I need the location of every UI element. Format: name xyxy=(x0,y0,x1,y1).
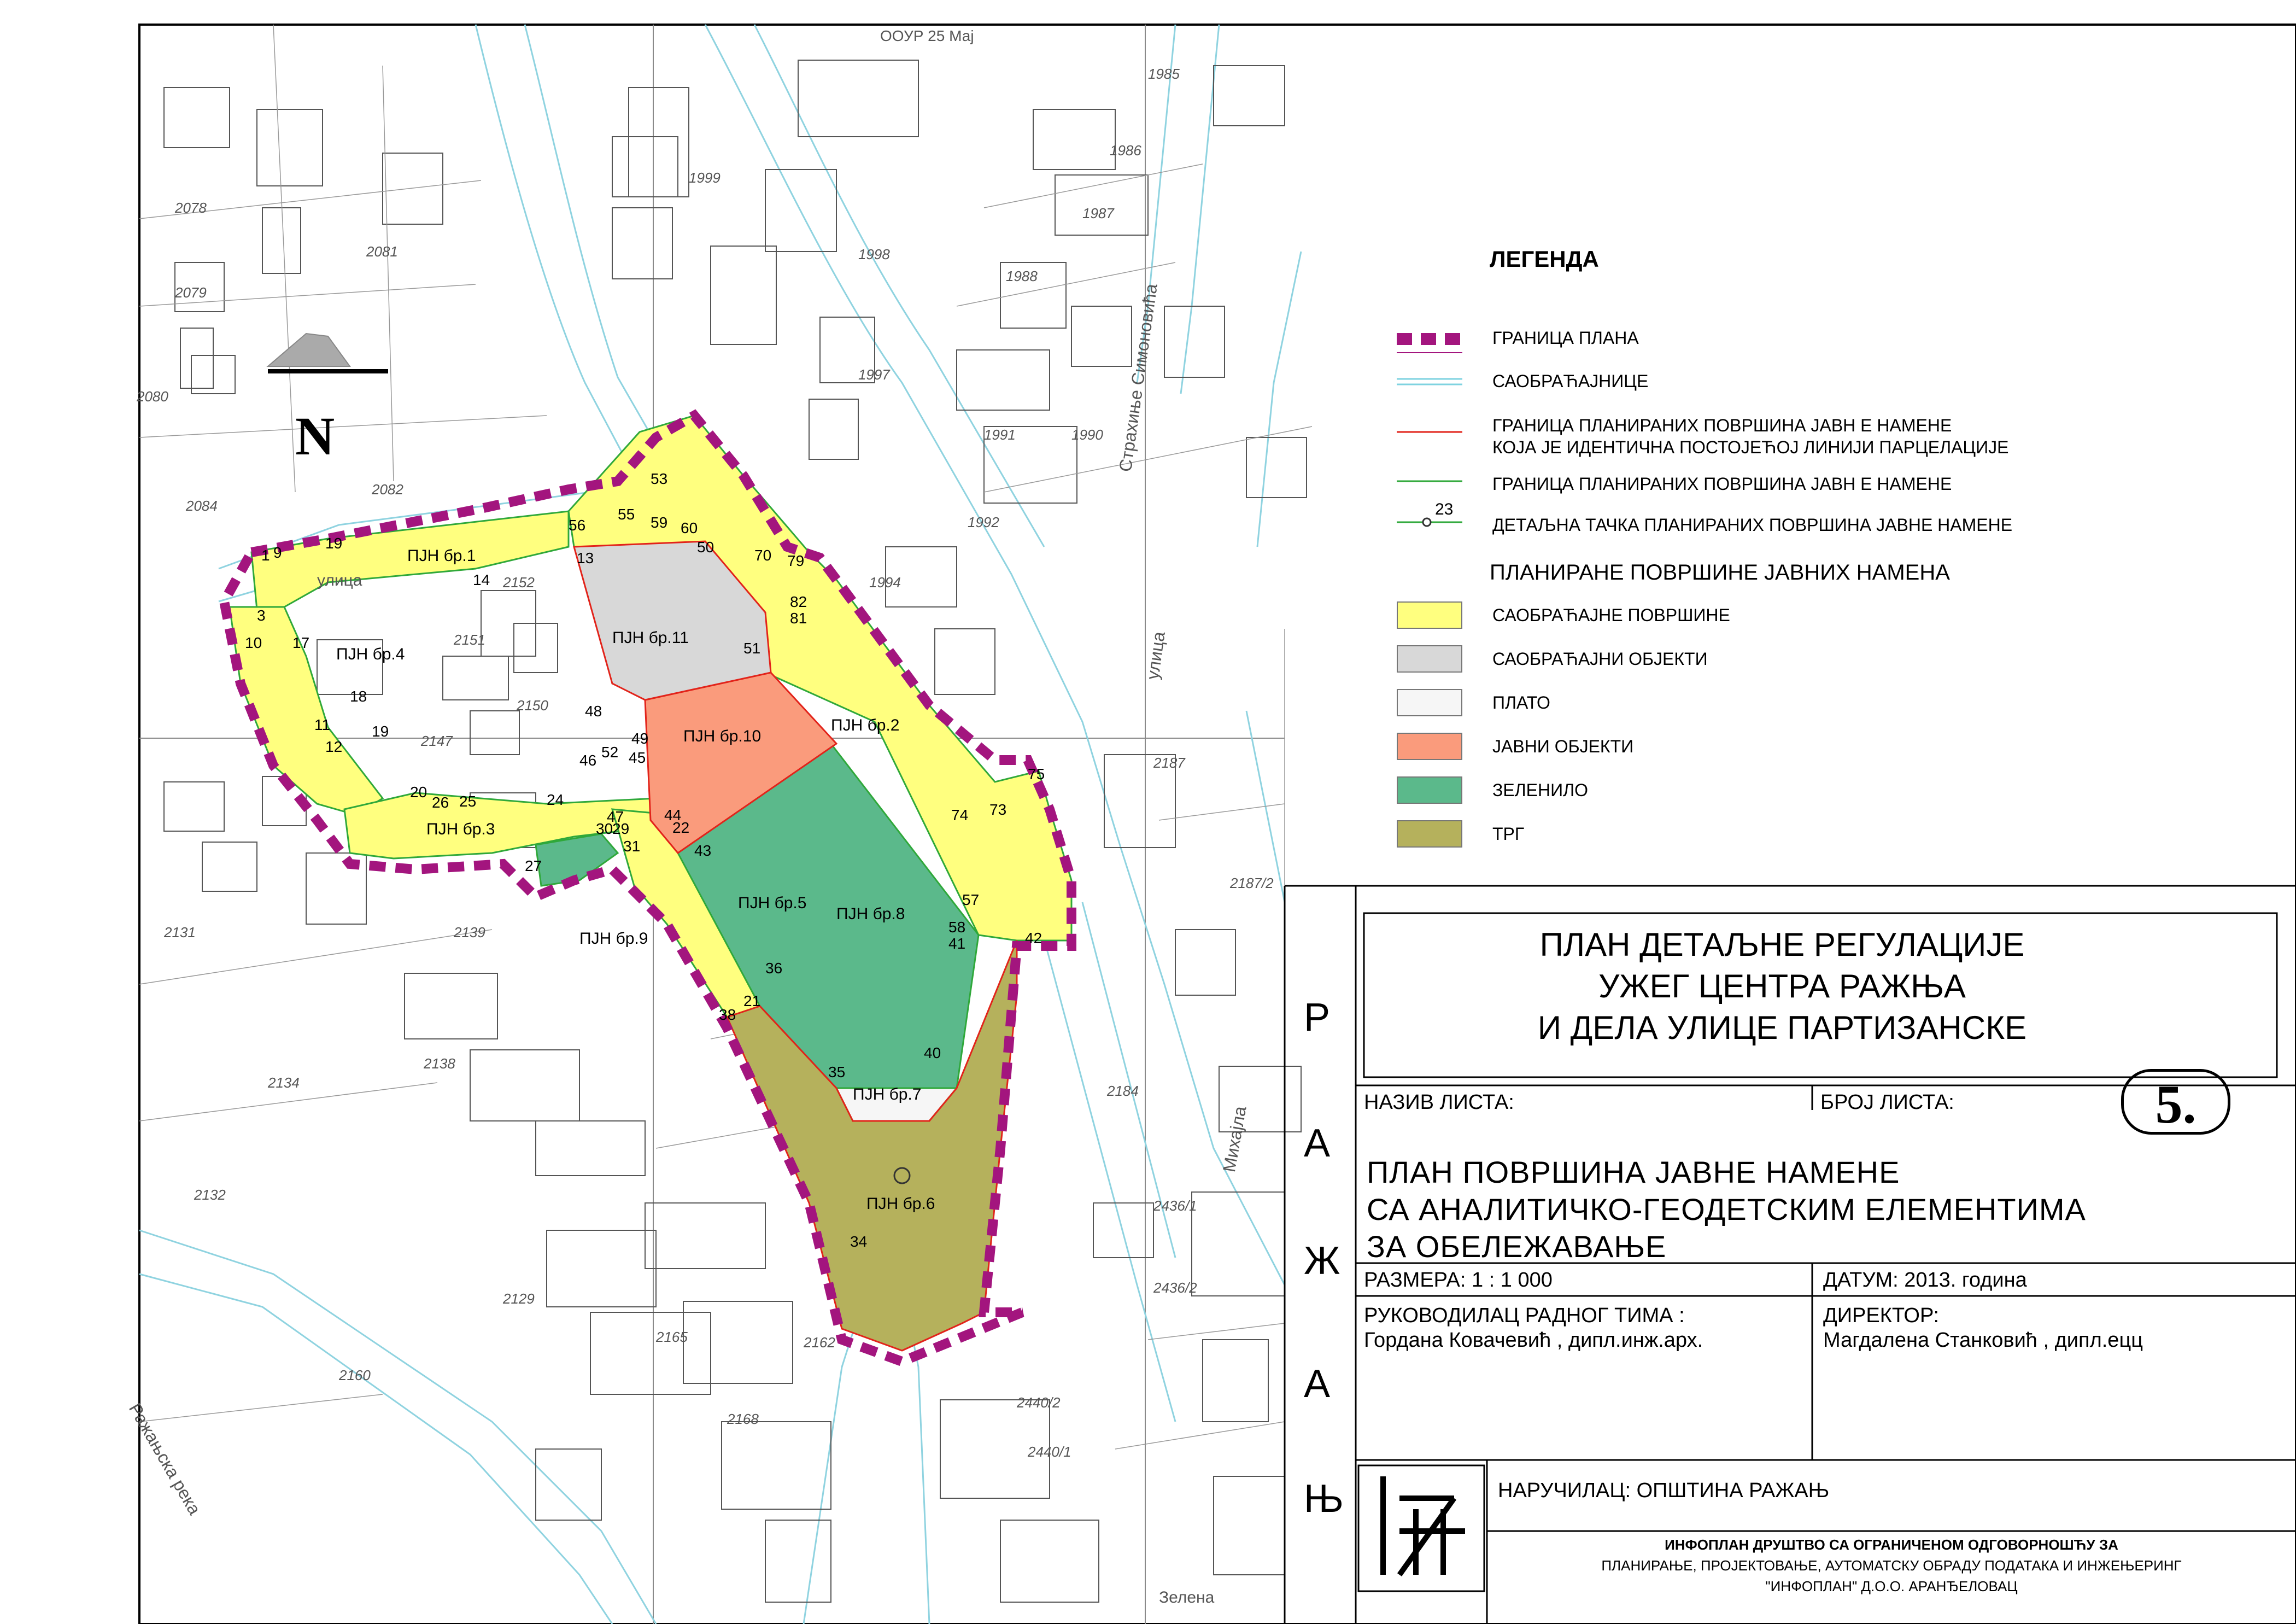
legend-item-green-boundary: ГРАНИЦА ПЛАНИРАНИХ ПОВРШИНА ЈАВН Е НАМЕНЕ xyxy=(1492,474,1952,494)
parcel-number: 2131 xyxy=(164,924,196,940)
point-label: 75 xyxy=(1028,766,1045,782)
parcel-number: 2080 xyxy=(137,388,168,405)
parcel-number: 2150 xyxy=(517,697,548,714)
client: НАРУЧИЛАЦ: ОПШТИНА РАЖАЊ xyxy=(1498,1479,1830,1502)
point-label: 81 xyxy=(790,610,807,627)
point-label: 17 xyxy=(292,634,310,651)
legend-area-traffic-objects: САОБРАЋАЈНИ ОБЈЕКТИ xyxy=(1492,649,1708,669)
legend-swatch-public xyxy=(1397,733,1462,760)
parcel-number: 2187/2 xyxy=(1230,875,1274,891)
legend-item-detail-point: ДЕТАЉНА ТАЧКА ПЛАНИРАНИХ ПОВРШИНА ЈАВНЕ НАМЕНЕ xyxy=(1492,515,2013,535)
parcel-number: 2134 xyxy=(268,1074,300,1091)
legend-swatch-square xyxy=(1397,820,1462,848)
parcel-number: 2138 xyxy=(424,1055,455,1072)
parcel-number: 2152 xyxy=(503,574,535,591)
point-label: 9 xyxy=(273,544,282,561)
point-label: 12 xyxy=(325,738,343,755)
point-label: 19 xyxy=(372,723,389,740)
point-label: 45 xyxy=(629,749,646,766)
parcel-number: 2436/2 xyxy=(1153,1280,1197,1296)
legend-planned-heading: ПЛАНИРАНЕ ПОВРШИНЕ ЈАВНИХ НАМЕНА xyxy=(1490,560,1950,585)
scale: РАЗМЕРА: 1 : 1 000 xyxy=(1364,1269,1553,1292)
point-label: 22 xyxy=(672,819,690,836)
sheet-number-label: БРОЈ ЛИСТА: xyxy=(1820,1091,1954,1114)
plan-title-line: ПЛАН ДЕТАЉНЕ РЕГУЛАЦИЈЕ xyxy=(1539,926,2025,963)
parcel-number: 2084 xyxy=(186,498,218,514)
point-label: 58 xyxy=(948,919,966,936)
point-label: 53 xyxy=(651,470,668,487)
point-label: 31 xyxy=(623,838,641,855)
legend-title: ЛЕГЕНДА xyxy=(1490,246,1599,272)
legend-swatch-green xyxy=(1397,776,1462,804)
point-label: 51 xyxy=(743,640,761,657)
point-label: 52 xyxy=(601,744,619,761)
zone-label-pjn3: ПЈН бр.3 xyxy=(426,820,495,838)
sheet-name-label: НАЗИВ ЛИСТА: xyxy=(1364,1091,1514,1114)
street-label-zelena: Зелена xyxy=(1159,1588,1215,1607)
legend-area-square: ТРГ xyxy=(1492,824,1525,844)
point-label: 20 xyxy=(410,784,427,801)
point-label: 13 xyxy=(577,550,594,566)
point-label: 44 xyxy=(664,807,682,823)
zone-label-pjn5: ПЈН бр.5 xyxy=(738,894,807,912)
sheet-number: 5. xyxy=(2121,1069,2230,1135)
team-leader-label: РУКОВОДИЛАЦ РАДНОГ ТИМА : xyxy=(1364,1304,1685,1327)
point-label: 40 xyxy=(924,1044,941,1061)
zone-label-pjn8: ПЈН бр.8 xyxy=(836,905,905,923)
company-line: ПЛАНИРАЊЕ, ПРОЈЕКТОВАЊЕ, АУТОМАТСКУ ОБРАДУ ПОДАТАКА И ИНЖЕЊЕРИНГ xyxy=(1601,1557,2182,1574)
parcel-number: 2184 xyxy=(1107,1083,1139,1099)
side-letter: Ж xyxy=(1304,1239,1340,1283)
point-label: 41 xyxy=(948,935,966,952)
parcel-number: 1988 xyxy=(1006,268,1038,284)
zone-label-pjn10: ПЈН бр.10 xyxy=(683,727,762,745)
director-label: ДИРЕКТОР: xyxy=(1823,1304,1940,1327)
parcel-number: 2129 xyxy=(503,1290,535,1307)
parcel-number: 2160 xyxy=(339,1367,371,1383)
point-label: 82 xyxy=(790,593,807,610)
legend-item-red-boundary: ГРАНИЦА ПЛАНИРАНИХ ПОВРШИНА ЈАВН Е НАМЕНЕ КОЈА ЈЕ ИДЕНТИЧНА ПОСТОЈЕЋОЈ ЛИНИЈИ ПАРЦЕЛАЦИЈЕ xyxy=(1492,416,2009,457)
company-line: ИНФОПЛАН ДРУШТВО СА ОГРАНИЧЕНОМ ОДГОВОРНОШЋУ ЗА xyxy=(1665,1537,2118,1553)
point-label: 10 xyxy=(245,634,262,651)
parcel-number: 1997 xyxy=(858,366,890,383)
parcel-number: 2440/2 xyxy=(1017,1394,1061,1411)
parcel-number: 2078 xyxy=(175,200,207,216)
point-label: 25 xyxy=(459,793,477,810)
plan-title-line: УЖЕГ ЦЕНТРА РАЖЊА xyxy=(1598,968,1966,1004)
parcel-number: 1992 xyxy=(968,514,999,530)
legend-swatch-traffic-objects xyxy=(1397,645,1462,673)
point-label: 60 xyxy=(681,519,698,536)
zone-label-pjn1: ПЈН бр.1 xyxy=(407,547,476,565)
point-label: 3 xyxy=(257,607,266,624)
plan-title xyxy=(1378,924,2187,1049)
date: ДАТУМ: 2013. година xyxy=(1823,1269,2027,1292)
legend-item-plan-boundary: ГРАНИЦА ПЛАНА xyxy=(1492,328,1639,348)
parcel-number: 1998 xyxy=(858,246,890,262)
zone-label-pjn6: ПЈН бр.6 xyxy=(866,1195,935,1213)
team-leader: Гордана Ковачевић , дипл.инж.арх. xyxy=(1364,1329,1703,1352)
legend-symbols xyxy=(1397,339,1462,526)
street-label-mihajla: Михајла xyxy=(1219,1105,1250,1174)
parcel-number: 1991 xyxy=(984,427,1016,443)
zone-label-pjn9: ПЈН бр.9 xyxy=(579,930,648,948)
side-letter: Њ xyxy=(1304,1477,1344,1521)
parcel-number: 2151 xyxy=(454,632,485,648)
point-label: 42 xyxy=(1025,930,1042,947)
zone-label-pjn4: ПЈН бр.4 xyxy=(336,645,405,663)
point-label: 14 xyxy=(473,571,490,588)
legend-swatch-plateau xyxy=(1397,689,1462,716)
point-label: 70 xyxy=(754,547,772,564)
point-label: 18 xyxy=(350,688,367,705)
side-letter: А xyxy=(1304,1362,1331,1406)
sheet-name xyxy=(1367,1154,2086,1265)
point-label: 11 xyxy=(314,716,331,733)
parcel-number: 1999 xyxy=(689,170,721,186)
director: Магдалена Станковић , дипл.ецц xyxy=(1823,1329,2143,1352)
legend-area-traffic: САОБРАЋАЈНЕ ПОВРШИНЕ xyxy=(1492,605,1730,625)
point-label: 43 xyxy=(694,842,712,859)
parcel-number: 2162 xyxy=(804,1334,835,1351)
parcel-number: 2081 xyxy=(366,243,398,260)
legend-area-public: ЈАВНИ ОБЈЕКТИ xyxy=(1492,737,1634,756)
point-label: 56 xyxy=(569,517,586,534)
sheet-name-line: ЗА ОБЕЛЕЖАВАЊЕ xyxy=(1367,1229,1667,1264)
street-label-top: ООУР 25 Мај xyxy=(880,27,974,44)
plan-title-line: И ДЕЛА УЛИЦЕ ПАРТИЗАНСКЕ xyxy=(1537,1009,2027,1046)
parcel-number: 2440/1 xyxy=(1028,1444,1071,1460)
point-label: 26 xyxy=(432,794,449,811)
point-label: 48 xyxy=(585,703,602,720)
parcel-number: 2147 xyxy=(421,733,453,749)
point-label: 59 xyxy=(651,514,668,531)
parcel-number: 1985 xyxy=(1148,66,1180,82)
parcel-number: 1994 xyxy=(869,574,901,591)
infoplan-logo xyxy=(1383,1476,1465,1575)
north-arrow xyxy=(268,334,388,373)
company-line: "ИНФОПЛАН" Д.О.О. АРАНЂЕЛОВАЦ xyxy=(1765,1578,2018,1594)
point-label: 29 xyxy=(612,820,630,837)
street-label-strahinje: Страхиње Симоновића xyxy=(1115,282,1161,474)
point-label: 46 xyxy=(579,752,597,769)
parcel-number: 2132 xyxy=(194,1187,226,1203)
parcel-number: 2165 xyxy=(656,1329,688,1345)
street-label-river: Ражањска река xyxy=(125,1400,205,1518)
side-letter: Р xyxy=(1304,996,1331,1039)
point-label: 79 xyxy=(787,552,805,569)
point-label: 19 xyxy=(325,535,343,552)
point-label: 73 xyxy=(989,801,1007,818)
point-label: 47 xyxy=(607,808,624,825)
legend-area-plateau: ПЛАТО xyxy=(1492,693,1550,712)
zone-label-pjn11: ПЈН бр.11 xyxy=(612,629,689,647)
parcel-number: 2168 xyxy=(727,1411,759,1427)
legend-point-number: 23 xyxy=(1435,500,1454,518)
side-letter: А xyxy=(1304,1121,1331,1165)
point-label: 35 xyxy=(828,1064,846,1080)
street-label-ulica-right: улица xyxy=(1143,630,1169,681)
parcel-number: 2079 xyxy=(175,284,207,301)
point-label: 1 xyxy=(261,547,270,564)
parcel-number: 2139 xyxy=(454,924,485,940)
point-label: 36 xyxy=(765,960,783,977)
parcel-number: 2436/1 xyxy=(1153,1197,1197,1214)
point-label: 24 xyxy=(547,791,564,808)
parcel-number: 2187 xyxy=(1153,755,1185,771)
street-label-ulica-left: улица xyxy=(317,571,362,589)
point-label: 30 xyxy=(596,820,613,837)
point-label: 27 xyxy=(525,857,542,874)
north-letter: N xyxy=(295,406,335,466)
legend-area-green: ЗЕЛЕНИЛО xyxy=(1492,780,1589,800)
parcel-number: 1986 xyxy=(1110,142,1141,159)
legend-item-roads: САОБРАЋАЈНИЦЕ xyxy=(1492,371,1649,391)
sheet-name-line: СА АНАЛИТИЧКО-ГЕОДЕТСКИМ ЕЛЕМЕНТИМА xyxy=(1367,1192,2086,1226)
point-label: 57 xyxy=(962,891,980,908)
zone-label-pjn7: ПЈН бр.7 xyxy=(853,1085,922,1103)
point-label: 34 xyxy=(850,1233,868,1250)
zone-label-pjn2: ПЈН бр.2 xyxy=(831,716,900,734)
point-label: 74 xyxy=(951,807,969,823)
sheet-name-line: ПЛАН ПОВРШИНА ЈАВНЕ НАМЕНЕ xyxy=(1367,1155,1900,1189)
parcel-number: 1987 xyxy=(1082,205,1114,221)
point-label: 38 xyxy=(719,1006,736,1023)
point-label: 50 xyxy=(697,539,714,556)
legend-swatch-traffic xyxy=(1397,601,1462,629)
point-label: 55 xyxy=(618,506,635,523)
parcel-number: 2082 xyxy=(372,481,403,498)
point-label: 49 xyxy=(631,730,649,747)
point-label: 21 xyxy=(743,992,761,1009)
parcel-number: 1990 xyxy=(1071,427,1103,443)
